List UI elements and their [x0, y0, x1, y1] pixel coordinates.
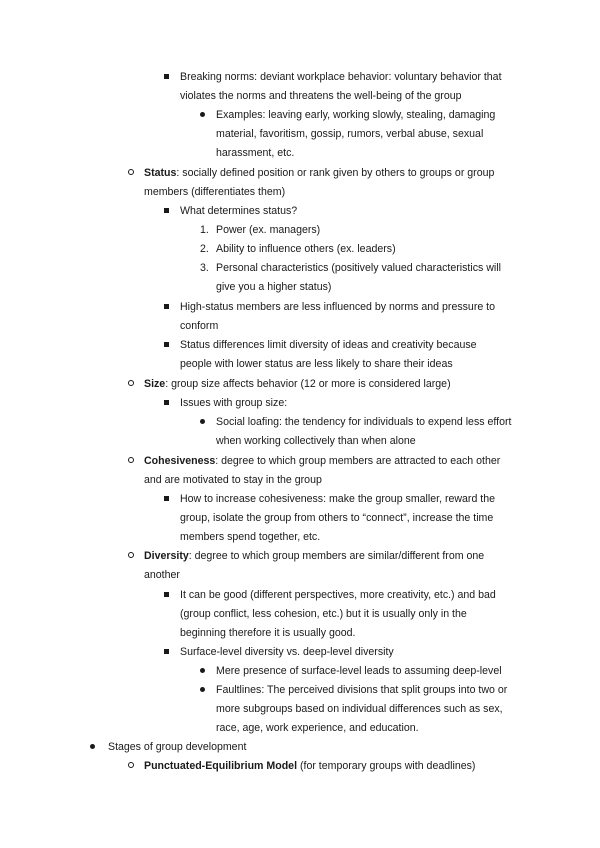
ring-bullet-icon	[128, 757, 134, 776]
text-line: Issues with group size:	[180, 397, 288, 409]
text-line: violates the norms and threatens the well-being of the group	[180, 90, 462, 102]
term-size: Size	[144, 378, 166, 390]
text-line: Social loafing: the tendency for individuals to expend less effort	[216, 416, 512, 428]
text-line: Stages of group development	[108, 741, 247, 753]
text-line: How to increase cohesiveness: make the group smaller, reward the	[180, 493, 496, 505]
size-heading-line	[144, 375, 451, 394]
list-item: Power (ex. managers)	[216, 224, 321, 236]
text-line: : degree to which group members are similar/different from one	[188, 550, 485, 562]
text-line: and are motivated to stay in the group	[144, 474, 322, 486]
text-line: Mere presence of surface-level leads to assuming deep-level	[216, 665, 502, 677]
text-line: members (differentiates them)	[144, 186, 286, 198]
text-line: : group size affects behavior (12 or more is considered large)	[165, 378, 451, 390]
square-bullet-icon	[164, 394, 169, 413]
text-line: Examples: leaving early, working slowly, stealing, damaging	[216, 109, 496, 121]
dot-bullet-icon	[200, 662, 205, 681]
text-line: race, age, work experience, and education.	[216, 722, 419, 734]
list-number: 3.	[200, 262, 209, 274]
text-line: beginning therefore it is usually good.	[180, 627, 356, 639]
text-line: Faultlines: The perceived divisions that split groups into two or	[216, 684, 508, 696]
text-line: people with lower status are less likely to share their ideas	[180, 358, 453, 370]
text-line: (for temporary groups with deadlines)	[297, 760, 476, 772]
list-item: Personal characteristics (positively valued characteristics will	[216, 262, 501, 274]
dot-bullet-icon	[90, 738, 95, 757]
dot-bullet-icon	[200, 681, 205, 700]
text-line: : socially defined position or rank given by others to groups or group	[176, 167, 495, 179]
text-line: group, isolate the group from others to “connect”, increase the time	[180, 512, 494, 524]
text-line: conform	[180, 320, 219, 332]
square-bullet-icon	[164, 490, 169, 509]
square-bullet-icon	[164, 586, 169, 605]
text-line: another	[144, 569, 180, 581]
text-line: members spend together, etc.	[180, 531, 321, 543]
text-line: : degree to which group members are attracted to each other	[215, 455, 501, 467]
dot-bullet-icon	[200, 413, 205, 432]
text-line: It can be good (different perspectives, more creativity, etc.) and bad	[180, 589, 496, 601]
text-line: What determines status?	[180, 205, 298, 217]
square-bullet-icon	[164, 298, 169, 317]
ring-bullet-icon	[128, 547, 134, 566]
list-number: 1.	[200, 224, 209, 236]
cohesiveness-heading-line	[144, 452, 500, 471]
text-line: Breaking norms: deviant workplace behavior: voluntary behavior that	[180, 71, 502, 83]
square-bullet-icon	[164, 336, 169, 355]
term-punctuated-equilibrium: Punctuated-Equilibrium Model	[144, 760, 298, 772]
list-item-continued: give you a higher status)	[216, 281, 332, 293]
ring-bullet-icon	[128, 375, 134, 394]
status-heading-line	[144, 164, 494, 183]
list-item: Ability to influence others (ex. leaders)	[216, 243, 396, 255]
text-line: material, favoritism, gossip, rumors, verbal abuse, sexual	[216, 128, 484, 140]
text-line: harassment, etc.	[216, 147, 295, 159]
list-number: 2.	[200, 243, 209, 255]
term-status: Status	[144, 167, 177, 179]
punctuated-heading-line	[144, 757, 475, 776]
ring-bullet-icon	[128, 164, 134, 183]
text-line: (group conflict, less cohesion, etc.) but it is usually only in the	[180, 608, 467, 620]
square-bullet-icon	[164, 202, 169, 221]
text-line: Surface-level diversity vs. deep-level diversity	[180, 646, 394, 658]
text-line: more subgroups based on individual differences such as sex,	[216, 703, 503, 715]
ring-bullet-icon	[128, 452, 134, 471]
text-line: Status differences limit diversity of ideas and creativity because	[180, 339, 477, 351]
term-diversity: Diversity	[144, 550, 189, 562]
text-line: when working collectively than when alone	[216, 435, 416, 447]
square-bullet-icon	[164, 68, 169, 87]
diversity-heading-line	[144, 547, 484, 566]
term-cohesiveness: Cohesiveness	[144, 455, 216, 467]
dot-bullet-icon	[200, 106, 205, 125]
text-line: High-status members are less influenced by norms and pressure to	[180, 301, 496, 313]
square-bullet-icon	[164, 643, 169, 662]
